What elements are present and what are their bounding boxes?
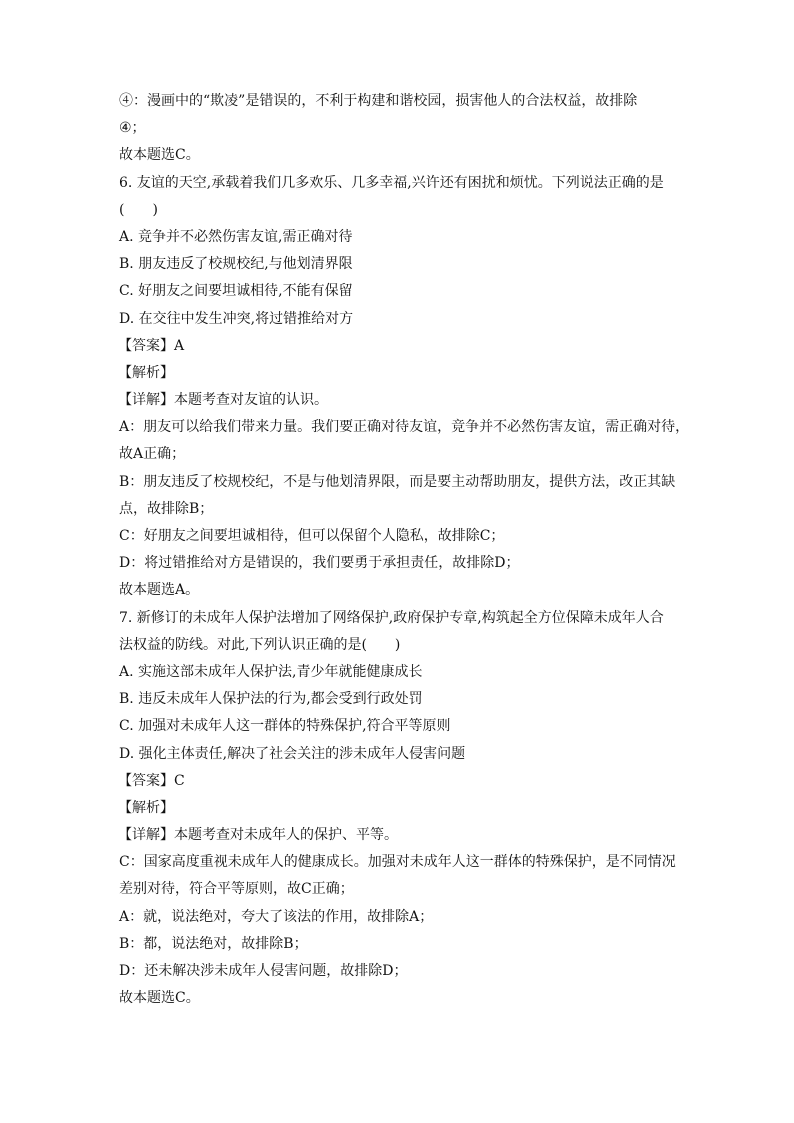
analysis-item-4-cont: ④； [119,120,146,137]
q6-detail-a-cont: 故A正确； [119,446,186,463]
q7-option-a: A. 实施这部未成年人保护法,青少年就能健康成长 [119,663,423,680]
conclusion-q7: 故本题选C。 [119,990,200,1007]
question-6-bracket: ( ) [119,201,158,218]
q6-option-c: C. 好朋友之间要坦诚相待,不能有保留 [119,283,353,300]
q6-option-d: D. 在交往中发生冲突,将过错推给对方 [119,310,354,327]
q7-analysis-heading: 【解析】 [118,799,174,816]
q7-option-b: B. 违反未成年人保护法的行为,都会受到行政处罚 [119,691,423,708]
q6-detail-a: A：朋友可以给我们带来力量。我们要正确对待友谊，竞争并不必然伤害友谊，需正确对待， [119,419,690,436]
q7-detail-heading: 【详解】本题考查对未成年人的保护、平等。 [118,827,398,844]
q6-detail-b-cont: 点，故排除B； [119,500,214,517]
q6-detail-heading: 【详解】本题考查对友谊的认识。 [118,392,328,409]
question-6-stem: 6. 友谊的天空,承载着我们几多欢乐、几多幸福,兴许还有困扰和烦忧。下列说法正确的是 [119,174,664,191]
q6-option-b: B. 朋友违反了校规校纪,与他划清界限 [119,256,353,273]
q6-option-a: A. 竞争并不必然伤害友谊,需正确对待 [119,228,353,245]
q7-answer: 【答案】C [118,772,185,789]
q7-option-d: D. 强化主体责任,解决了社会关注的涉未成年人侵害问题 [119,745,466,762]
question-7-stem: 7. 新修订的未成年人保护法增加了网络保护,政府保护专章,构筑起全方位保障未成年人合 [119,609,664,626]
q7-detail-b: B：都，说法绝对，故排除B； [119,935,308,952]
q6-detail-c: C：好朋友之间要坦诚相待，但可以保留个人隐私，故排除C； [119,528,505,544]
q7-detail-a: A：就，说法绝对，夸大了该法的作用，故排除A； [119,908,434,925]
q7-detail-c-cont: 差别对待，符合平等原则，故C正确； [119,881,354,898]
q7-option-c: C. 加强对未成年人这一群体的特殊保护,符合平等原则 [119,718,451,735]
analysis-item-4: ④：漫画中的“欺凌”是错误的，不利于构建和谐校园，损害他人的合法权益，故排除 [119,93,638,109]
conclusion-q5: 故本题选C。 [119,147,200,164]
conclusion-q6: 故本题选A。 [119,582,200,599]
q6-detail-b: B：朋友违反了校规校纪，不是与他划清界限，而是要主动帮助朋友，提供方法，改正其缺 [119,473,676,490]
q6-detail-d: D：将过错推给对方是错误的，我们要勇于承担责任，故排除D； [119,555,520,572]
document-page [118,92,690,1016]
q6-answer: 【答案】A [118,337,185,354]
q6-analysis-heading: 【解析】 [118,364,174,381]
q7-detail-c: C：国家高度重视未成年人的健康成长。加强对未成年人这一群体的特殊保护，是不同情况 [119,854,676,871]
q7-detail-d: D：还未解决涉未成年人侵害问题，故排除D； [119,963,408,979]
question-7-stem-cont: 法权益的防线。对此,下列认识正确的是( ) [119,636,401,653]
